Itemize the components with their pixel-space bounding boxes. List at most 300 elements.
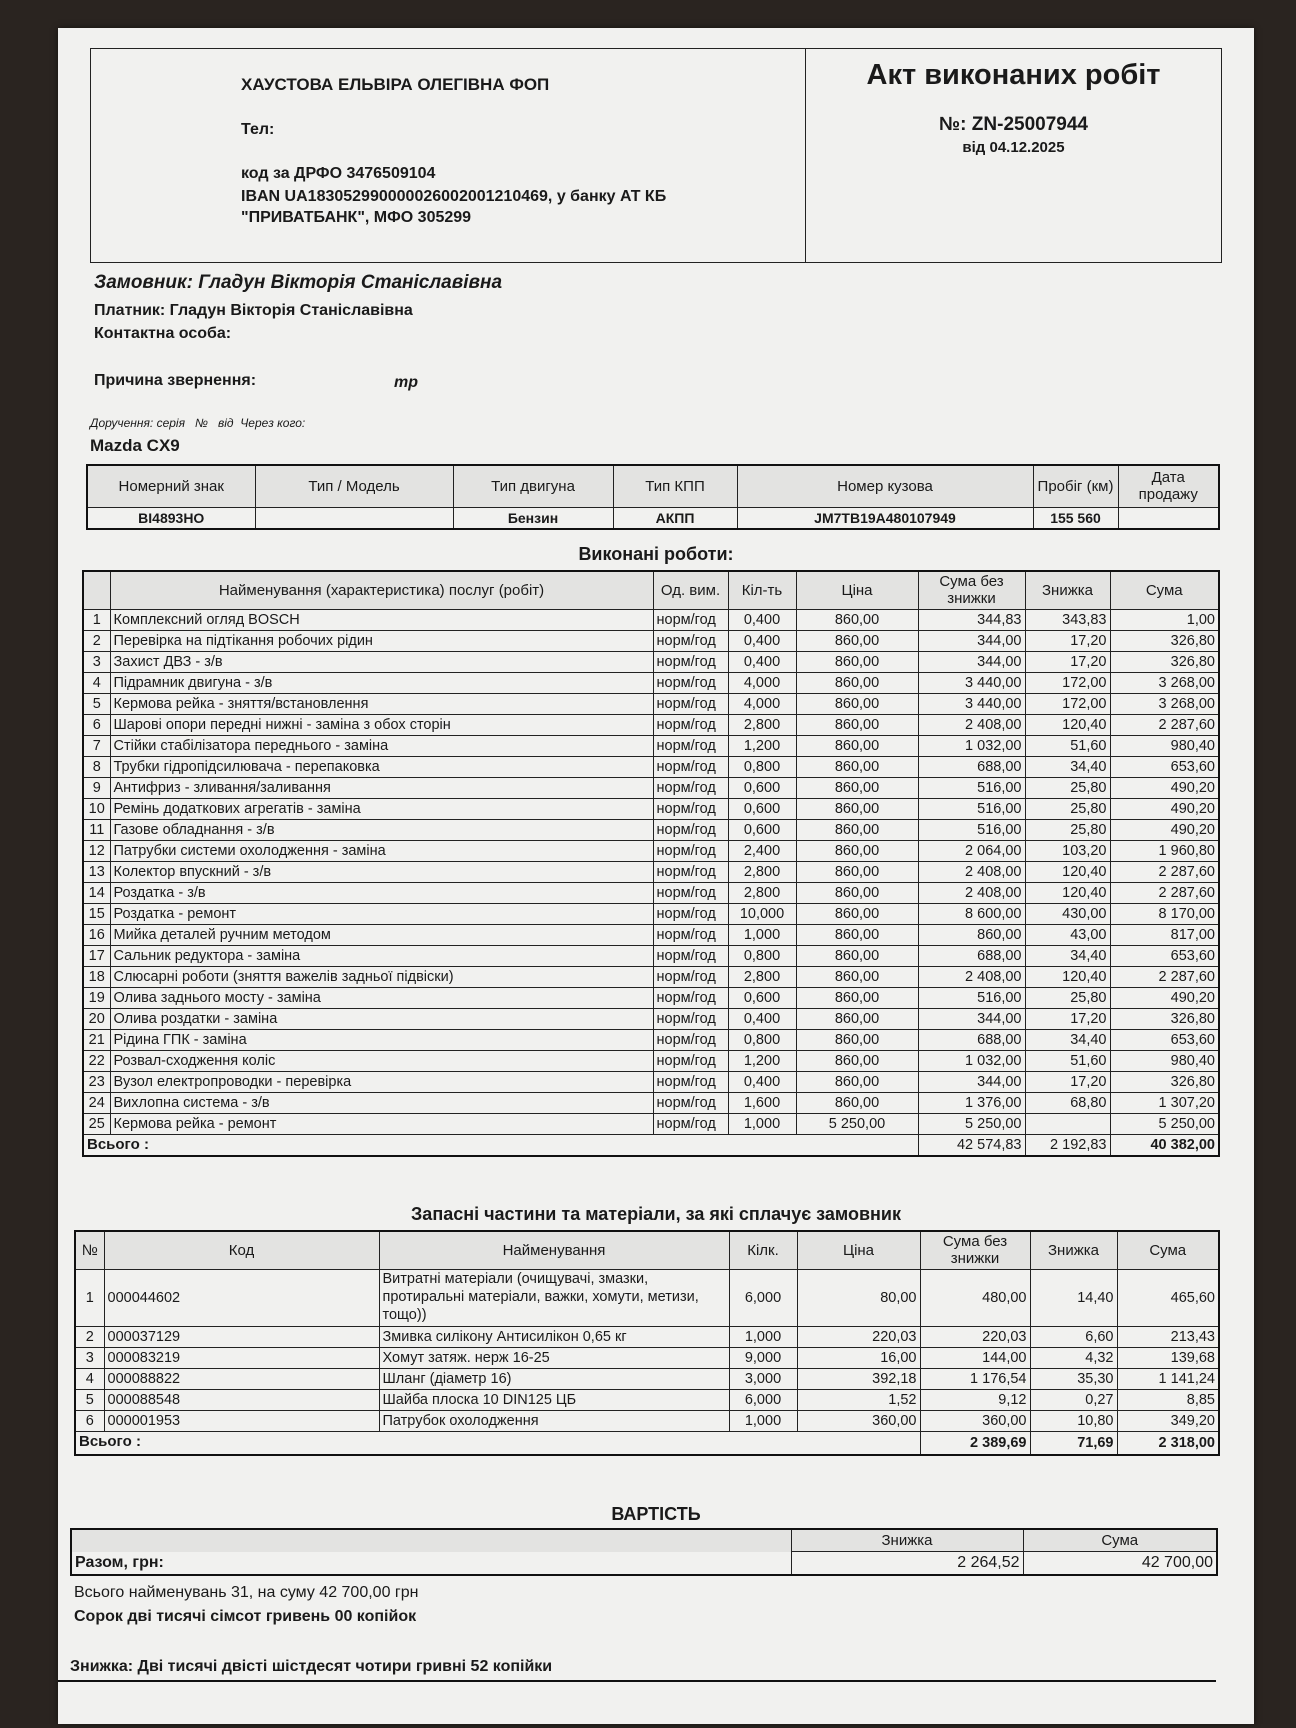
work-gross: 8 600,00 xyxy=(918,903,1025,924)
works-total-gross: 42 574,83 xyxy=(918,1134,1025,1156)
work-row xyxy=(83,1113,1219,1134)
part-gross: 220,03 xyxy=(920,1326,1030,1347)
work-price: 860,00 xyxy=(796,651,918,672)
part-name: Шайба плоска 10 DIN125 ЦБ xyxy=(379,1389,729,1410)
work-discount: 172,00 xyxy=(1025,672,1110,693)
work-discount: 34,40 xyxy=(1025,1029,1110,1050)
work-discount: 120,40 xyxy=(1025,861,1110,882)
work-sum: 8 170,00 xyxy=(1110,903,1219,924)
parts-total-sum: 2 318,00 xyxy=(1117,1431,1219,1455)
work-name: Роздатка - з/в xyxy=(110,882,653,903)
part-discount: 35,30 xyxy=(1030,1368,1117,1389)
work-discount xyxy=(1025,1113,1110,1134)
part-discount: 4,32 xyxy=(1030,1347,1117,1368)
work-unit: норм/год xyxy=(653,1092,728,1113)
mileage: 155 560 xyxy=(1033,507,1118,529)
work-price: 860,00 xyxy=(796,903,918,924)
work-name: Вузол електропроводки - перевірка xyxy=(110,1071,653,1092)
work-unit: норм/год xyxy=(653,819,728,840)
work-qty: 1,600 xyxy=(728,1092,796,1113)
cost-row-label: Разом, грн: xyxy=(71,1529,791,1575)
work-row xyxy=(83,1071,1219,1092)
work-price: 860,00 xyxy=(796,966,918,987)
work-name: Розвал-сходження коліс xyxy=(110,1050,653,1071)
work-discount: 25,80 xyxy=(1025,819,1110,840)
phone-label: Тел: xyxy=(241,121,275,138)
work-row xyxy=(83,903,1219,924)
document-title-block xyxy=(806,49,1221,262)
work-discount: 25,80 xyxy=(1025,987,1110,1008)
footer-total-items: Всього найменувань 31, на суму 42 700,00 грн xyxy=(74,1584,419,1601)
drfo-code: код за ДРФО 3476509104 xyxy=(241,165,436,182)
work-unit: норм/год xyxy=(653,987,728,1008)
part-gross: 144,00 xyxy=(920,1347,1030,1368)
part-num: 6 xyxy=(75,1410,104,1431)
work-num: 15 xyxy=(83,903,110,924)
vehicle-header: Номерний знак xyxy=(87,465,255,507)
part-name: Витратні матеріали (очищувачі, змазки, протиральні матеріали, важки, хомути, метизи, тощо)) xyxy=(379,1269,729,1326)
work-gross: 516,00 xyxy=(918,987,1025,1008)
work-gross: 688,00 xyxy=(918,1029,1025,1050)
gearbox-type: АКПП xyxy=(613,507,737,529)
work-qty: 0,400 xyxy=(728,651,796,672)
work-sum: 2 287,60 xyxy=(1110,861,1219,882)
parts-header: Найменування xyxy=(379,1231,729,1269)
work-gross: 688,00 xyxy=(918,945,1025,966)
work-qty: 0,400 xyxy=(728,630,796,651)
work-unit: норм/год xyxy=(653,840,728,861)
vehicle-table xyxy=(86,464,1220,530)
work-num: 11 xyxy=(83,819,110,840)
part-sum: 213,43 xyxy=(1117,1326,1219,1347)
part-gross: 360,00 xyxy=(920,1410,1030,1431)
work-unit: норм/год xyxy=(653,756,728,777)
work-row xyxy=(83,987,1219,1008)
part-discount: 10,80 xyxy=(1030,1410,1117,1431)
part-code: 000044602 xyxy=(104,1269,379,1326)
work-sum: 326,80 xyxy=(1110,651,1219,672)
work-num: 18 xyxy=(83,966,110,987)
part-qty: 1,000 xyxy=(729,1326,797,1347)
work-price: 860,00 xyxy=(796,777,918,798)
works-total-discount: 2 192,83 xyxy=(1025,1134,1110,1156)
part-sum: 8,85 xyxy=(1117,1389,1219,1410)
work-num: 6 xyxy=(83,714,110,735)
work-gross: 3 440,00 xyxy=(918,672,1025,693)
work-name: Кермова рейка - зняття/встановлення xyxy=(110,693,653,714)
work-row xyxy=(83,777,1219,798)
part-gross: 9,12 xyxy=(920,1389,1030,1410)
work-unit: норм/год xyxy=(653,903,728,924)
work-qty: 0,600 xyxy=(728,987,796,1008)
work-row xyxy=(83,945,1219,966)
car-model: Mazda CX9 xyxy=(90,436,180,455)
work-discount: 51,60 xyxy=(1025,1050,1110,1071)
part-num: 4 xyxy=(75,1368,104,1389)
work-name: Роздатка - ремонт xyxy=(110,903,653,924)
work-name: Шарові опори передні нижні - заміна з обох сторін xyxy=(110,714,653,735)
work-num: 20 xyxy=(83,1008,110,1029)
work-qty: 2,800 xyxy=(728,882,796,903)
work-name: Рідина ГПК - заміна xyxy=(110,1029,653,1050)
works-rows xyxy=(83,609,1219,1134)
work-row xyxy=(83,819,1219,840)
work-price: 860,00 xyxy=(796,714,918,735)
part-discount: 6,60 xyxy=(1030,1326,1117,1347)
work-gross: 688,00 xyxy=(918,756,1025,777)
work-discount: 17,20 xyxy=(1025,630,1110,651)
work-unit: норм/год xyxy=(653,1050,728,1071)
work-gross: 3 440,00 xyxy=(918,693,1025,714)
work-qty: 2,800 xyxy=(728,966,796,987)
work-name: Вихлопна система - з/в xyxy=(110,1092,653,1113)
parts-header: Код xyxy=(104,1231,379,1269)
work-name: Кермова рейка - ремонт xyxy=(110,1113,653,1134)
parts-header: Кілк. xyxy=(729,1231,797,1269)
work-price: 860,00 xyxy=(796,672,918,693)
work-sum: 490,20 xyxy=(1110,987,1219,1008)
work-unit: норм/год xyxy=(653,609,728,630)
work-discount: 120,40 xyxy=(1025,966,1110,987)
work-name: Ремінь додаткових агрегатів - заміна xyxy=(110,798,653,819)
vehicle-header: Дата продажу xyxy=(1118,465,1219,507)
work-discount: 120,40 xyxy=(1025,714,1110,735)
work-sum: 2 287,60 xyxy=(1110,966,1219,987)
work-name: Мийка деталей ручним методом xyxy=(110,924,653,945)
work-row xyxy=(83,1008,1219,1029)
work-num: 19 xyxy=(83,987,110,1008)
work-num: 12 xyxy=(83,840,110,861)
work-unit: норм/год xyxy=(653,651,728,672)
cost-sum-header: Сума xyxy=(1023,1529,1217,1551)
work-sum: 5 250,00 xyxy=(1110,1113,1219,1134)
document-header xyxy=(90,48,1222,263)
work-discount: 43,00 xyxy=(1025,924,1110,945)
work-num: 5 xyxy=(83,693,110,714)
work-num: 9 xyxy=(83,777,110,798)
work-num: 3 xyxy=(83,651,110,672)
work-row xyxy=(83,735,1219,756)
work-name: Захист ДВЗ - з/в xyxy=(110,651,653,672)
work-qty: 0,800 xyxy=(728,1029,796,1050)
parts-header: Знижка xyxy=(1030,1231,1117,1269)
work-discount: 17,20 xyxy=(1025,1008,1110,1029)
work-gross: 860,00 xyxy=(918,924,1025,945)
part-num: 1 xyxy=(75,1269,104,1326)
work-unit: норм/год xyxy=(653,1008,728,1029)
work-unit: норм/год xyxy=(653,882,728,903)
work-price: 860,00 xyxy=(796,1071,918,1092)
work-num: 14 xyxy=(83,882,110,903)
vehicle-header: Номер кузова xyxy=(737,465,1033,507)
work-gross: 5 250,00 xyxy=(918,1113,1025,1134)
work-qty: 10,000 xyxy=(728,903,796,924)
work-name: Комплексний огляд BOSCH xyxy=(110,609,653,630)
iban-line-1: IBAN UA183052990000026002001210469, у банку АТ КБ xyxy=(241,188,667,205)
work-discount: 343,83 xyxy=(1025,609,1110,630)
work-num: 10 xyxy=(83,798,110,819)
work-qty: 1,200 xyxy=(728,735,796,756)
work-num: 2 xyxy=(83,630,110,651)
work-qty: 0,400 xyxy=(728,1008,796,1029)
work-discount: 68,80 xyxy=(1025,1092,1110,1113)
work-price: 5 250,00 xyxy=(796,1113,918,1134)
part-code: 000001953 xyxy=(104,1410,379,1431)
work-sum: 490,20 xyxy=(1110,798,1219,819)
work-qty: 2,800 xyxy=(728,861,796,882)
work-qty: 0,600 xyxy=(728,777,796,798)
work-qty: 0,400 xyxy=(728,1071,796,1092)
parts-rows xyxy=(75,1269,1219,1431)
work-qty: 0,400 xyxy=(728,609,796,630)
work-gross: 1 032,00 xyxy=(918,735,1025,756)
part-code: 000037129 xyxy=(104,1326,379,1347)
work-sum: 980,40 xyxy=(1110,1050,1219,1071)
vehicle-header: Тип двигуна xyxy=(453,465,613,507)
part-code: 000088548 xyxy=(104,1389,379,1410)
work-gross: 344,00 xyxy=(918,630,1025,651)
work-row xyxy=(83,609,1219,630)
part-price: 392,18 xyxy=(797,1368,920,1389)
work-unit: норм/год xyxy=(653,693,728,714)
work-price: 860,00 xyxy=(796,756,918,777)
work-gross: 2 408,00 xyxy=(918,714,1025,735)
work-price: 860,00 xyxy=(796,819,918,840)
work-price: 860,00 xyxy=(796,1029,918,1050)
parts-table xyxy=(74,1230,1220,1456)
work-discount: 34,40 xyxy=(1025,945,1110,966)
work-discount: 34,40 xyxy=(1025,756,1110,777)
work-row xyxy=(83,714,1219,735)
work-row xyxy=(83,693,1219,714)
vehicle-header: Тип / Модель xyxy=(255,465,453,507)
company-name: ХАУСТОВА ЕЛЬВІРА ОЛЕГІВНА ФОП xyxy=(241,75,550,94)
vehicle-header: Тип КПП xyxy=(613,465,737,507)
work-price: 860,00 xyxy=(796,861,918,882)
work-discount: 17,20 xyxy=(1025,651,1110,672)
work-gross: 2 408,00 xyxy=(918,966,1025,987)
part-row xyxy=(75,1269,1219,1326)
iban-line-2: "ПРИВАТБАНК", МФО 305299 xyxy=(241,209,472,226)
document-date: від 04.12.2025 xyxy=(962,139,1065,156)
works-table xyxy=(82,570,1220,1157)
footer-discount-words: Знижка: Дві тисячі двісті шістдесят чотири гривні 52 копійки xyxy=(70,1658,553,1675)
work-sum: 3 268,00 xyxy=(1110,672,1219,693)
part-price: 16,00 xyxy=(797,1347,920,1368)
part-code: 000083219 xyxy=(104,1347,379,1368)
reason-label: Причина звернення: xyxy=(94,372,257,389)
work-sum: 490,20 xyxy=(1110,819,1219,840)
power-of-attorney: Доручення: серія № від Через кого: xyxy=(90,416,306,430)
part-name: Шланг (діаметр 16) xyxy=(379,1368,729,1389)
cost-discount-value: 2 264,52 xyxy=(791,1551,1023,1575)
document-number: №: ZN-25007944 xyxy=(939,114,1088,135)
work-sum: 1,00 xyxy=(1110,609,1219,630)
work-num: 17 xyxy=(83,945,110,966)
works-header: Ціна xyxy=(796,571,918,609)
works-header-num xyxy=(83,571,110,609)
work-unit: норм/год xyxy=(653,798,728,819)
work-row xyxy=(83,1050,1219,1071)
work-unit: норм/год xyxy=(653,1029,728,1050)
work-qty: 4,000 xyxy=(728,693,796,714)
work-name: Патрубки системи охолодження - заміна xyxy=(110,840,653,861)
work-unit: норм/год xyxy=(653,1113,728,1134)
work-sum: 2 287,60 xyxy=(1110,714,1219,735)
work-price: 860,00 xyxy=(796,924,918,945)
work-qty: 1,200 xyxy=(728,1050,796,1071)
part-name: Патрубок охолодження xyxy=(379,1410,729,1431)
work-price: 860,00 xyxy=(796,882,918,903)
part-row xyxy=(75,1326,1219,1347)
work-name: Слюсарні роботи (зняття важелів задньої підвіски) xyxy=(110,966,653,987)
work-num: 7 xyxy=(83,735,110,756)
work-discount: 51,60 xyxy=(1025,735,1110,756)
work-row xyxy=(83,966,1219,987)
work-num: 25 xyxy=(83,1113,110,1134)
part-row xyxy=(75,1347,1219,1368)
works-header: Сума без знижки xyxy=(918,571,1025,609)
work-discount: 17,20 xyxy=(1025,1071,1110,1092)
work-name: Підрамник двигуна - з/в xyxy=(110,672,653,693)
part-gross: 1 176,54 xyxy=(920,1368,1030,1389)
document-title: Акт виконаних робіт xyxy=(866,59,1161,91)
work-row xyxy=(83,672,1219,693)
work-price: 860,00 xyxy=(796,693,918,714)
work-gross: 344,00 xyxy=(918,1008,1025,1029)
work-price: 860,00 xyxy=(796,798,918,819)
work-num: 1 xyxy=(83,609,110,630)
works-header: Знижка xyxy=(1025,571,1110,609)
part-gross: 480,00 xyxy=(920,1269,1030,1326)
part-row xyxy=(75,1410,1219,1431)
work-name: Сальник редуктора - заміна xyxy=(110,945,653,966)
work-gross: 2 408,00 xyxy=(918,861,1025,882)
part-sum: 1 141,24 xyxy=(1117,1368,1219,1389)
work-num: 8 xyxy=(83,756,110,777)
work-price: 860,00 xyxy=(796,945,918,966)
cost-discount-header: Знижка xyxy=(791,1529,1023,1551)
works-title: Виконані роботи: xyxy=(578,544,734,564)
work-price: 860,00 xyxy=(796,1050,918,1071)
part-qty: 9,000 xyxy=(729,1347,797,1368)
work-name: Трубки гідропідсилювача - перепаковка xyxy=(110,756,653,777)
part-code: 000088822 xyxy=(104,1368,379,1389)
work-gross: 2 064,00 xyxy=(918,840,1025,861)
work-unit: норм/год xyxy=(653,630,728,651)
work-num: 13 xyxy=(83,861,110,882)
payer-name: Платник: Гладун Вікторія Станіславівна xyxy=(94,302,413,319)
work-unit: норм/год xyxy=(653,924,728,945)
work-sum: 1 307,20 xyxy=(1110,1092,1219,1113)
work-gross: 516,00 xyxy=(918,798,1025,819)
engine-type: Бензин xyxy=(453,507,613,529)
works-total-label: Всього : xyxy=(83,1134,918,1156)
work-num: 24 xyxy=(83,1092,110,1113)
work-sum: 326,80 xyxy=(1110,630,1219,651)
parts-total-discount: 71,69 xyxy=(1030,1431,1117,1455)
work-sum: 653,60 xyxy=(1110,756,1219,777)
parts-header: Сума xyxy=(1117,1231,1219,1269)
part-qty: 6,000 xyxy=(729,1269,797,1326)
work-sum: 817,00 xyxy=(1110,924,1219,945)
work-name: Перевірка на підтікання робочих рідин xyxy=(110,630,653,651)
work-discount: 25,80 xyxy=(1025,777,1110,798)
part-sum: 139,68 xyxy=(1117,1347,1219,1368)
cost-sum-value: 42 700,00 xyxy=(1023,1551,1217,1575)
contact-person: Контактна особа: xyxy=(94,325,232,342)
work-qty: 0,600 xyxy=(728,819,796,840)
work-row xyxy=(83,882,1219,903)
work-unit: норм/год xyxy=(653,1071,728,1092)
part-sum: 349,20 xyxy=(1117,1410,1219,1431)
work-unit: норм/год xyxy=(653,861,728,882)
work-price: 860,00 xyxy=(796,630,918,651)
sale-date xyxy=(1118,507,1219,529)
works-total-sum: 40 382,00 xyxy=(1110,1134,1219,1156)
work-sum: 653,60 xyxy=(1110,1029,1219,1050)
work-discount: 25,80 xyxy=(1025,798,1110,819)
part-price: 80,00 xyxy=(797,1269,920,1326)
part-row xyxy=(75,1389,1219,1410)
work-gross: 1 032,00 xyxy=(918,1050,1025,1071)
work-sum: 490,20 xyxy=(1110,777,1219,798)
work-row xyxy=(83,651,1219,672)
work-gross: 516,00 xyxy=(918,819,1025,840)
work-discount: 172,00 xyxy=(1025,693,1110,714)
work-price: 860,00 xyxy=(796,840,918,861)
part-num: 3 xyxy=(75,1347,104,1368)
part-qty: 1,000 xyxy=(729,1410,797,1431)
parts-total-gross: 2 389,69 xyxy=(920,1431,1030,1455)
work-gross: 2 408,00 xyxy=(918,882,1025,903)
work-qty: 2,800 xyxy=(728,714,796,735)
work-qty: 0,600 xyxy=(728,798,796,819)
work-row xyxy=(83,861,1219,882)
plate-number: ВІ4893НО xyxy=(87,507,255,529)
model-type xyxy=(255,507,453,529)
work-row xyxy=(83,924,1219,945)
parts-total-label: Всього : xyxy=(75,1431,920,1455)
part-discount: 0,27 xyxy=(1030,1389,1117,1410)
part-discount: 14,40 xyxy=(1030,1269,1117,1326)
work-unit: норм/год xyxy=(653,672,728,693)
work-row xyxy=(83,1092,1219,1113)
part-qty: 3,000 xyxy=(729,1368,797,1389)
work-name: Олива заднього мосту - заміна xyxy=(110,987,653,1008)
reason-value: тр xyxy=(394,374,418,391)
work-sum: 980,40 xyxy=(1110,735,1219,756)
work-unit: норм/год xyxy=(653,714,728,735)
work-sum: 653,60 xyxy=(1110,945,1219,966)
work-qty: 0,800 xyxy=(728,945,796,966)
work-sum: 1 960,80 xyxy=(1110,840,1219,861)
parts-header: Сума без знижки xyxy=(920,1231,1030,1269)
parts-title: Запасні частини та матеріали, за які сплачує замовник xyxy=(411,1204,901,1224)
work-price: 860,00 xyxy=(796,987,918,1008)
part-name: Хомут затяж. нерж 16-25 xyxy=(379,1347,729,1368)
work-qty: 0,800 xyxy=(728,756,796,777)
work-name: Стійки стабілізатора переднього - заміна xyxy=(110,735,653,756)
work-qty: 4,000 xyxy=(728,672,796,693)
part-qty: 6,000 xyxy=(729,1389,797,1410)
work-sum: 3 268,00 xyxy=(1110,693,1219,714)
work-price: 860,00 xyxy=(796,1092,918,1113)
work-num: 21 xyxy=(83,1029,110,1050)
customer-name: Замовник: Гладун Вікторія Станіславівна xyxy=(94,272,503,293)
work-num: 4 xyxy=(83,672,110,693)
parts-header: № xyxy=(75,1231,104,1269)
